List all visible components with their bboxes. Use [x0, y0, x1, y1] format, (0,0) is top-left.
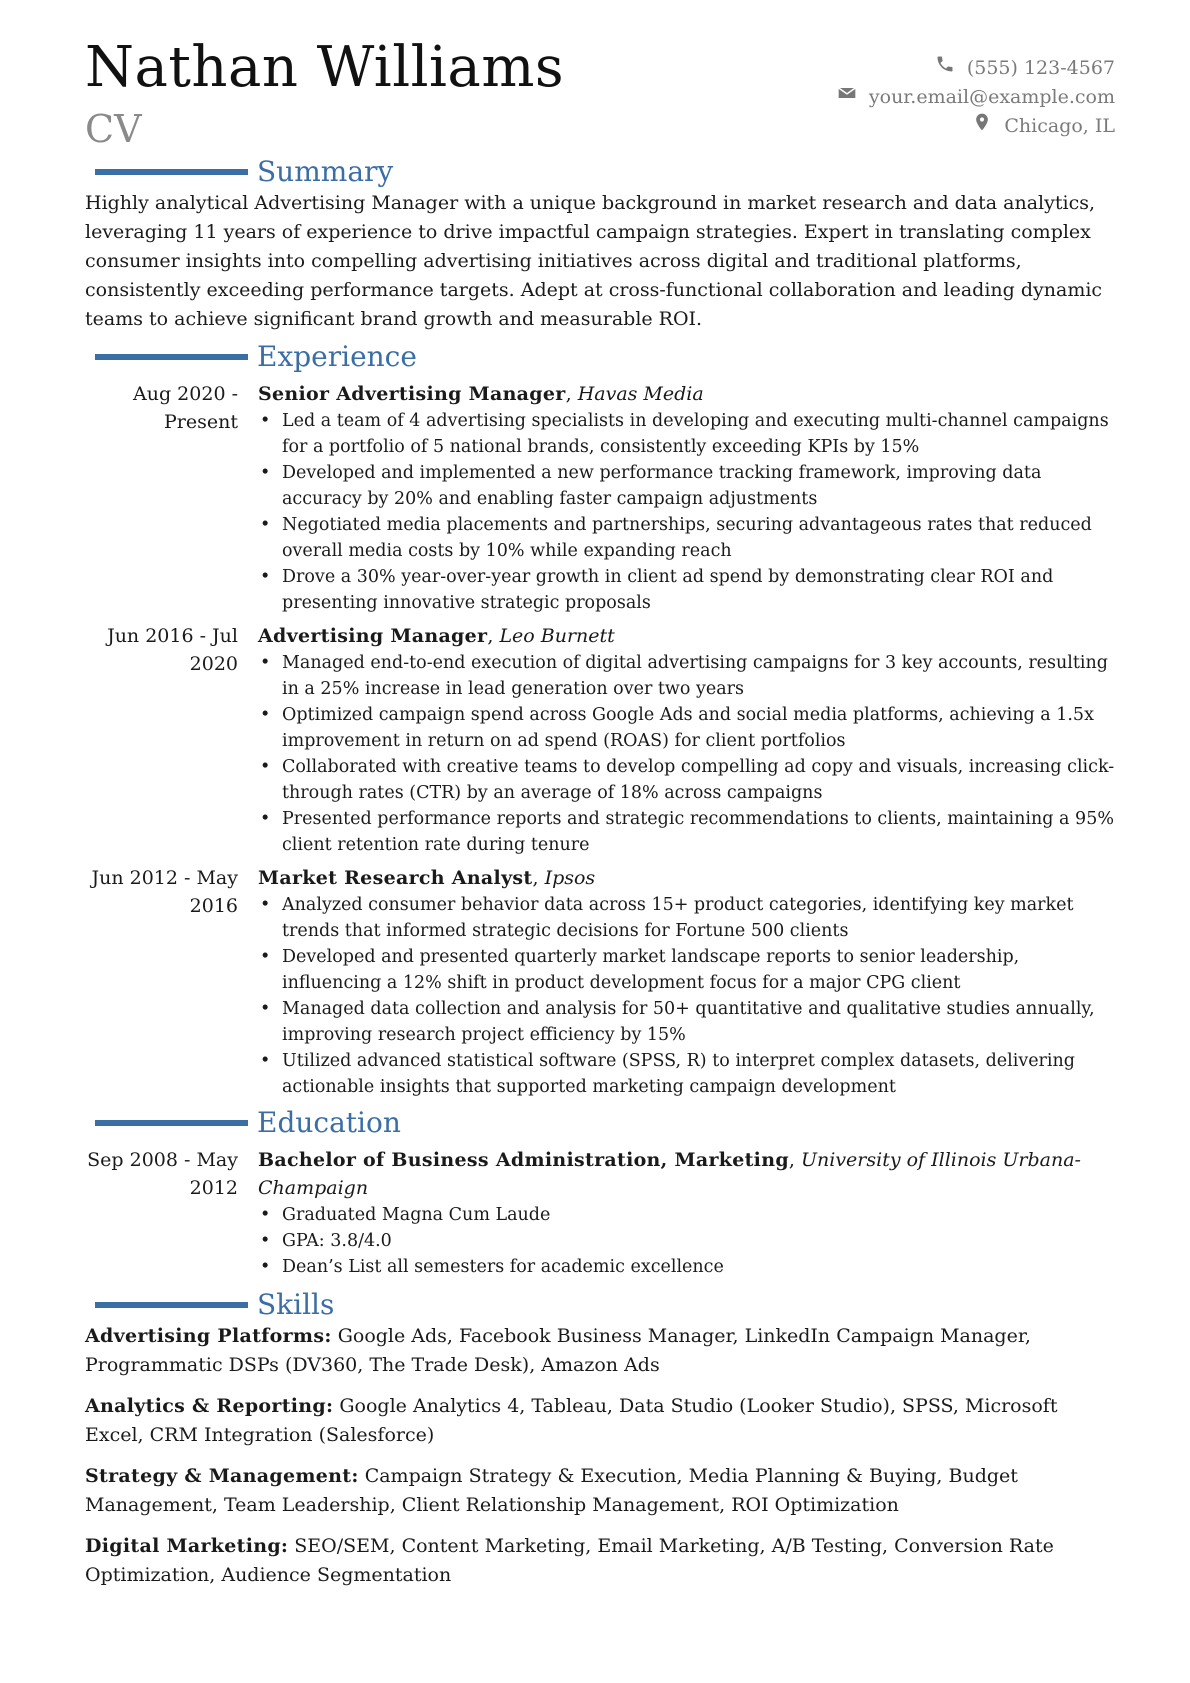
section-title: Education — [257, 1106, 401, 1139]
list-item: • GPA: 3.8/4.0 — [282, 1228, 1115, 1254]
entry-body — [248, 622, 1115, 858]
skill-group — [85, 1322, 1115, 1380]
section-rule — [95, 1302, 248, 1308]
entry-bullets — [258, 408, 1115, 616]
list-item: • Developed and implemented a new performance tracking framework, improving data accuracy by 20% and enabling faster campaign adjustments — [282, 460, 1115, 512]
job-organization: Havas Media — [577, 383, 704, 405]
list-item: • Optimized campaign spend across Google Ads and social media platforms, achieving a 1.5x improvement in return on ad spend (ROAS) for client portfolios — [282, 702, 1115, 754]
document-subtitle: CV — [85, 107, 142, 151]
section-summary-heading — [85, 155, 1115, 189]
resume-page — [85, 35, 1115, 1602]
skill-group — [85, 1532, 1115, 1590]
contact-location — [837, 112, 1115, 141]
list-item: • Dean’s List all semesters for academic excellence — [282, 1254, 1115, 1280]
map-pin-icon — [972, 112, 992, 141]
phone-number[interactable]: (555) 123-4567 — [966, 57, 1115, 79]
summary-text: Highly analytical Advertising Manager with a unique background in market research and data analytics, leveraging 11 years of experience to drive impactful campaign strategies. Expert in translating complex consumer insights into compelling advertising initiatives across digital and traditional platforms, consistently exceeding performance targets. Adept at cross-functional collaboration and leading dynamic teams to achieve significant brand growth and measurable ROI. — [85, 192, 1103, 330]
skill-group-label: Strategy & Management: — [85, 1465, 359, 1487]
section-title: Experience — [257, 340, 417, 373]
section-title: Skills — [257, 1288, 335, 1321]
list-item: • Managed data collection and analysis for 50+ quantitative and qualitative studies annually, improving research project efficiency by 15% — [282, 996, 1115, 1048]
section-education-heading — [85, 1106, 1115, 1140]
job-role: Market Research Analyst — [258, 867, 533, 889]
list-item: • Negotiated media placements and partnerships, securing advantageous rates that reduced overall media costs by 10% while expanding reach — [282, 512, 1115, 564]
experience-entry — [85, 864, 1115, 1100]
phone-icon — [935, 54, 955, 83]
location-text: Chicago, IL — [1004, 115, 1115, 137]
list-item: • Led a team of 4 advertising specialists in developing and executing multi-channel campaigns for a portfolio of 5 national brands, consistently exceeding KPIs by 15% — [282, 408, 1115, 460]
list-item: • Presented performance reports and strategic recommendations to clients, maintaining a 95% client retention rate during tenure — [282, 806, 1115, 858]
section-rule — [95, 354, 248, 360]
list-item: • Utilized advanced statistical software (SPSS, R) to interpret complex datasets, delivering actionable insights that supported marketing campaign development — [282, 1048, 1115, 1100]
entry-title: Senior Advertising Manager, Havas Media — [258, 383, 704, 405]
entry-body — [248, 864, 1115, 1100]
section-title: Summary — [257, 155, 394, 188]
degree-name: Bachelor of Business Administration, Marketing — [258, 1149, 789, 1171]
entry-bullets — [258, 892, 1115, 1100]
job-organization: Leo Burnett — [499, 625, 615, 647]
section-skills-heading — [85, 1288, 1115, 1322]
list-item: • Graduated Magna Cum Laude — [282, 1202, 1115, 1228]
envelope-icon — [837, 83, 857, 112]
entry-title: Advertising Manager, Leo Burnett — [258, 625, 615, 647]
list-item: • Developed and presented quarterly market landscape reports to senior leadership, influencing a 12% shift in product development focus for a major CPG client — [282, 944, 1115, 996]
contact-block — [837, 54, 1115, 141]
contact-email — [837, 83, 1115, 112]
skill-group-label: Digital Marketing: — [85, 1535, 289, 1557]
skill-group — [85, 1462, 1115, 1520]
section-experience-heading — [85, 340, 1115, 374]
entry-title: Bachelor of Business Administration, Marketing, University of Illinois Urbana-Champaign — [258, 1149, 1081, 1199]
entry-dates: Aug 2020 - Present — [133, 383, 238, 433]
list-item: • Analyzed consumer behavior data across 15+ product categories, identifying key market trends that informed strategic decisions for Fortune 500 clients — [282, 892, 1115, 944]
job-role: Advertising Manager — [258, 625, 488, 647]
experience-entry — [85, 380, 1115, 616]
skill-group-text: Google Ads, Facebook Business Manager, LinkedIn Campaign Manager, Programmatic DSPs (DV360, The Trade Desk), Amazon Ads — [85, 1325, 1031, 1376]
entry-dates: Jun 2012 - May 2016 — [91, 867, 238, 917]
education-entry — [85, 1146, 1115, 1280]
list-item: • Managed end-to-end execution of digital advertising campaigns for 3 key accounts, resulting in a 25% increase in lead generation over two years — [282, 650, 1115, 702]
contact-phone — [837, 54, 1115, 83]
school-name: University of Illinois Urbana-Champaign — [258, 1149, 1081, 1199]
entry-dates: Sep 2008 - May 2012 — [87, 1149, 238, 1199]
experience-entry — [85, 622, 1115, 858]
section-rule — [95, 169, 248, 175]
skill-group-text: Campaign Strategy & Execution, Media Planning & Buying, Budget Management, Team Leadership, Client Relationship Management, ROI Optimization — [85, 1465, 1018, 1516]
skill-group-text: SEO/SEM, Content Marketing, Email Marketing, A/B Testing, Conversion Rate Optimization, Audience Segmentation — [85, 1535, 1054, 1586]
skill-group-text: Google Analytics 4, Tableau, Data Studio (Looker Studio), SPSS, Microsoft Excel, CRM Integration (Salesforce) — [85, 1395, 1058, 1446]
list-item: • Collaborated with creative teams to develop compelling ad copy and visuals, increasing click-through rates (CTR) by an average of 18% across campaigns — [282, 754, 1115, 806]
skill-group — [85, 1392, 1115, 1450]
section-rule — [95, 1120, 248, 1126]
entry-bullets — [258, 650, 1115, 858]
job-organization: Ipsos — [544, 867, 596, 889]
entry-dates: Jun 2016 - Jul 2020 — [107, 625, 238, 675]
entry-body — [248, 1146, 1115, 1280]
entry-body — [248, 380, 1115, 616]
entry-title: Market Research Analyst, Ipsos — [258, 867, 596, 889]
skill-group-label: Analytics & Reporting: — [85, 1395, 334, 1417]
email-address[interactable]: your.email@example.com — [868, 86, 1115, 108]
list-item: • Drove a 30% year-over-year growth in client ad spend by demonstrating clear ROI and presenting innovative strategic proposals — [282, 564, 1115, 616]
resume-header — [85, 35, 1115, 155]
skill-group-label: Advertising Platforms: — [85, 1325, 332, 1347]
job-role: Senior Advertising Manager — [258, 383, 566, 405]
candidate-name: Nathan Williams — [85, 35, 565, 100]
entry-bullets — [258, 1202, 1115, 1280]
